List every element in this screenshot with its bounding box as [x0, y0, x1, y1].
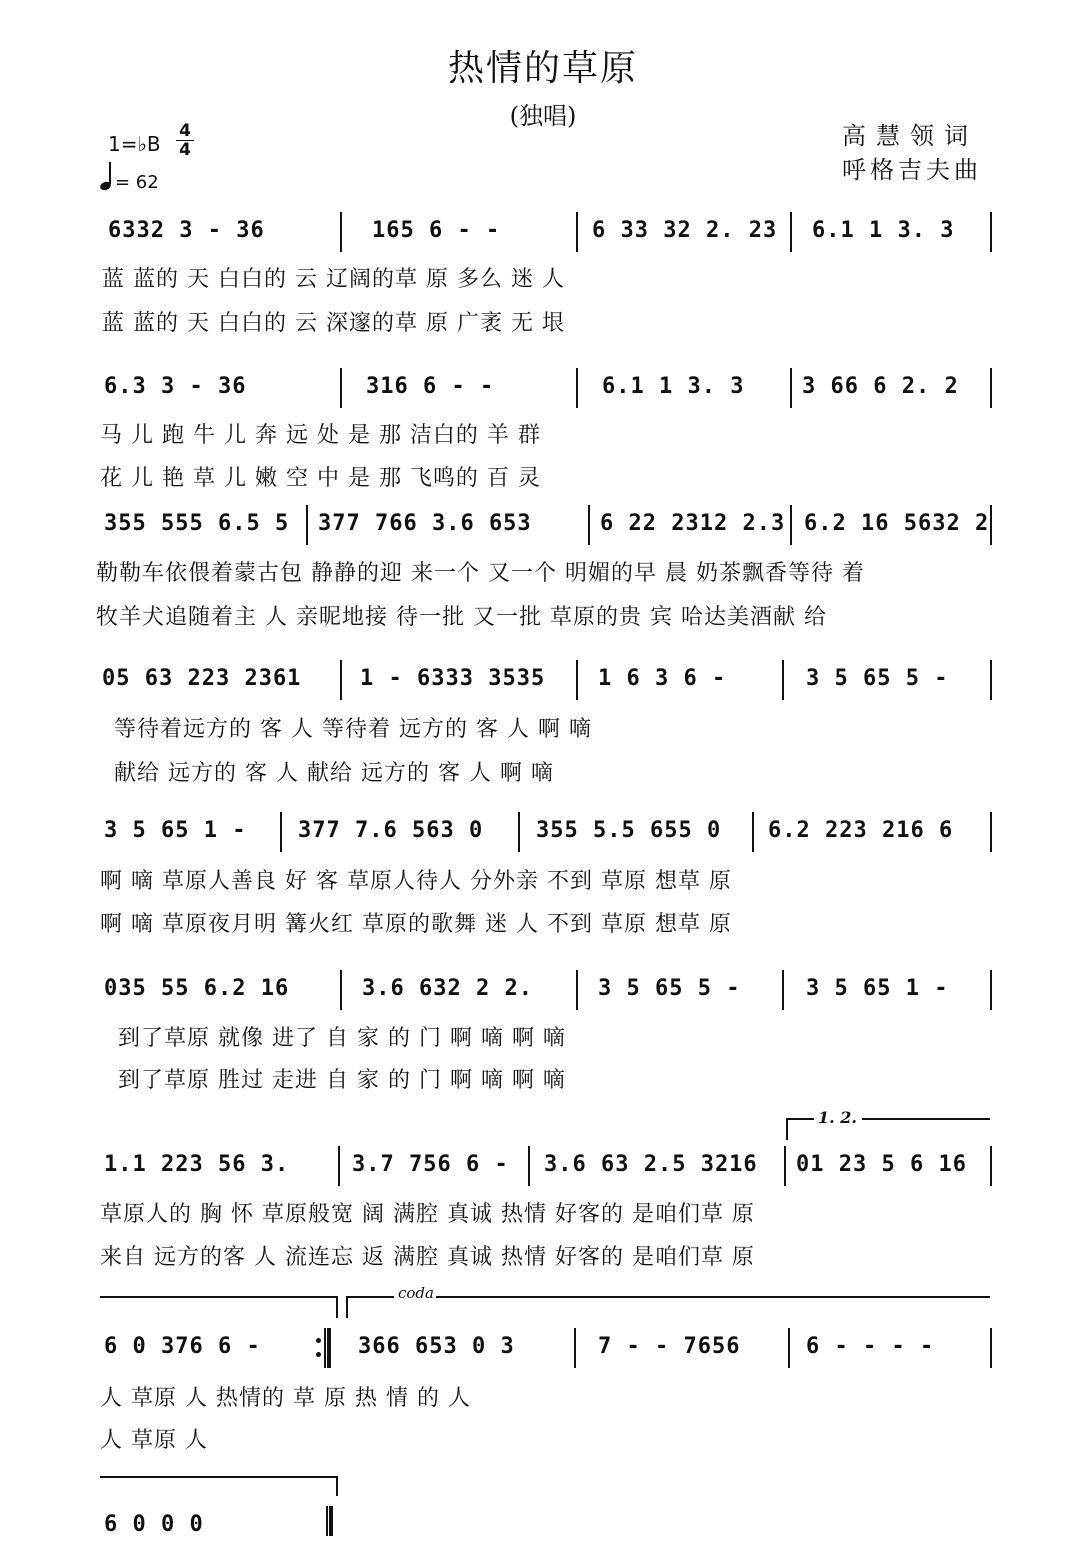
coda-bracket-line	[346, 1296, 394, 1298]
measure: 355 5.5 655 0	[536, 818, 722, 843]
lyric-line: 勒勒车依偎着蒙古包 静静的迎 来一个 又一个 明媚的早 晨 奶茶飘香等待 着	[96, 561, 865, 586]
final-barline	[326, 1506, 333, 1536]
measure: 316 6 - -	[366, 374, 495, 399]
barline	[340, 970, 342, 1010]
measure: 6 33 32 2. 23	[592, 218, 778, 243]
barline	[782, 970, 784, 1010]
barline	[990, 368, 992, 408]
measure: 6 0 0 0	[104, 1512, 204, 1537]
lyric-line: 啊 嘀 草原夜月明 篝火红 草原的歌舞 迷 人 不到 草原 想草 原	[100, 912, 732, 937]
tempo-value: = 62	[115, 172, 159, 193]
measure: 355 555 6.5 5	[104, 511, 290, 536]
measure: 3.7 756 6 -	[352, 1152, 509, 1177]
tempo-marking	[100, 166, 159, 193]
barline	[784, 1146, 786, 1186]
time-signature-top: 4	[176, 122, 194, 141]
volta-label: 1. 2.	[818, 1108, 857, 1127]
measure: 1 6 3 6 -	[598, 666, 727, 691]
measure: 6.1 1 3. 3	[602, 374, 745, 399]
page-title: 热情的草原	[447, 48, 638, 89]
lyric-line: 人 草原 人 热情的 草 原 热 情 的 人	[100, 1386, 471, 1411]
measure: 377 7.6 563 0	[298, 818, 484, 843]
barline	[790, 212, 792, 252]
barline	[790, 505, 792, 545]
lyricist-credit: 高慧领词	[842, 122, 978, 150]
subtitle: (独唱)	[509, 102, 577, 130]
barline	[280, 812, 282, 852]
lyric-line: 花 儿 艳 草 儿 嫩 空 中 是 那 飞鸣的 百 灵	[100, 466, 541, 491]
volta-bracket-line	[786, 1118, 814, 1120]
barline	[990, 505, 992, 545]
measure: 6.3 3 - 36	[104, 374, 247, 399]
measure: 165 6 - -	[372, 218, 501, 243]
barline	[990, 1328, 992, 1368]
measure: 6.2 223 216 6	[768, 818, 954, 843]
barline	[340, 212, 342, 252]
repeat-dot	[316, 1352, 321, 1357]
measure: 3 5 65 5 -	[806, 666, 949, 691]
note-stem	[109, 162, 111, 184]
barline	[752, 812, 754, 852]
barline	[990, 660, 992, 700]
lyric-line: 到了草原 胜过 走进 自 家 的 门 啊 嘀 啊 嘀	[118, 1068, 566, 1093]
lyric-line: 来自 远方的客 人 流连忘 返 满腔 真诚 热情 好客的 是咱们草 原	[100, 1245, 755, 1270]
measure: 6.1 1 3. 3	[812, 218, 955, 243]
measure: 1 - 6333 3535	[360, 666, 546, 691]
barline	[790, 368, 792, 408]
lyric-line: 到了草原 就像 进了 自 家 的 门 啊 嘀 啊 嘀	[118, 1026, 566, 1051]
barline	[528, 1146, 530, 1186]
measure: 01 23 5 6 16	[796, 1152, 967, 1177]
measure: 6 22 2312 2.3	[600, 511, 786, 536]
barline	[574, 1328, 576, 1368]
key-signature: 1=♭B	[108, 132, 161, 156]
barline	[338, 1146, 340, 1186]
barline	[782, 660, 784, 700]
lyric-line: 马 儿 跑 牛 儿 奔 远 处 是 那 洁白的 羊 群	[100, 423, 541, 448]
barline	[576, 368, 578, 408]
measure: 3 5 65 1 -	[806, 976, 949, 1001]
volta-bracket-line	[862, 1118, 990, 1120]
composer-credit: 呼格吉夫曲	[842, 156, 982, 184]
barline	[306, 505, 308, 545]
coda-label: coda	[398, 1284, 434, 1302]
barline	[990, 1146, 992, 1186]
barline	[576, 660, 578, 700]
measure: 3 66 6 2. 2	[802, 374, 959, 399]
measure: 6332 3 - 36	[108, 218, 265, 243]
lyric-line: 草原人的 胸 怀 草原般宽 阔 满腔 真诚 热情 好客的 是咱们草 原	[100, 1202, 755, 1227]
measure: 6 - - - -	[806, 1334, 935, 1359]
measure: 7 - - 7656	[598, 1334, 741, 1359]
barline	[788, 1328, 790, 1368]
lyric-line: 献给 远方的 客 人 献给 远方的 客 人 啊 嘀	[114, 761, 554, 786]
barline	[588, 505, 590, 545]
ending-bracket-line	[100, 1476, 336, 1478]
measure: 035 55 6.2 16	[104, 976, 290, 1001]
ending-bracket-tick	[336, 1476, 338, 1496]
measure: 6 0 376 6 -	[104, 1334, 261, 1359]
time-signature-bottom: 4	[179, 140, 191, 160]
barline	[518, 812, 520, 852]
measure: 3.6 632 2 2.	[362, 976, 533, 1001]
measure: 377 766 3.6 653	[318, 511, 532, 536]
measure: 3 5 65 1 -	[104, 818, 247, 843]
repeat-end-barline	[324, 1328, 331, 1368]
barline	[576, 212, 578, 252]
measure: 1.1 223 56 3.	[104, 1152, 290, 1177]
lyric-line: 人 草原 人	[100, 1428, 208, 1453]
lyric-line: 牧羊犬追随着主 人 亲昵地接 待一批 又一批 草原的贵 宾 哈达美酒献 给	[96, 605, 827, 630]
barline	[576, 970, 578, 1010]
barline	[340, 368, 342, 408]
lyric-line: 等待着远方的 客 人 等待着 远方的 客 人 啊 嘀	[114, 717, 592, 742]
barline	[990, 212, 992, 252]
ending-bracket-tick	[336, 1296, 338, 1318]
coda-bracket-line	[436, 1296, 990, 1298]
measure: 05 63 223 2361	[102, 666, 302, 691]
volta-bracket-tick	[786, 1118, 788, 1140]
ending-bracket-line	[100, 1296, 336, 1298]
measure: 3 5 65 5 -	[598, 976, 741, 1001]
barline	[340, 660, 342, 700]
coda-bracket-tick	[346, 1296, 348, 1318]
lyric-line: 啊 嘀 草原人善良 好 客 草原人待人 分外亲 不到 草原 想草 原	[100, 869, 732, 894]
lyric-line: 蓝 蓝的 天 白白的 云 辽阔的草 原 多么 迷 人	[102, 267, 565, 292]
barline	[990, 812, 992, 852]
barline	[990, 970, 992, 1010]
measure: 6.2 16 5632 2	[804, 511, 990, 536]
time-signature	[176, 122, 194, 159]
repeat-dot	[316, 1338, 321, 1343]
measure: 3.6 63 2.5 3216	[544, 1152, 758, 1177]
measure: 366 653 0 3	[358, 1334, 515, 1359]
lyric-line: 蓝 蓝的 天 白白的 云 深邃的草 原 广袤 无 垠	[102, 311, 565, 336]
